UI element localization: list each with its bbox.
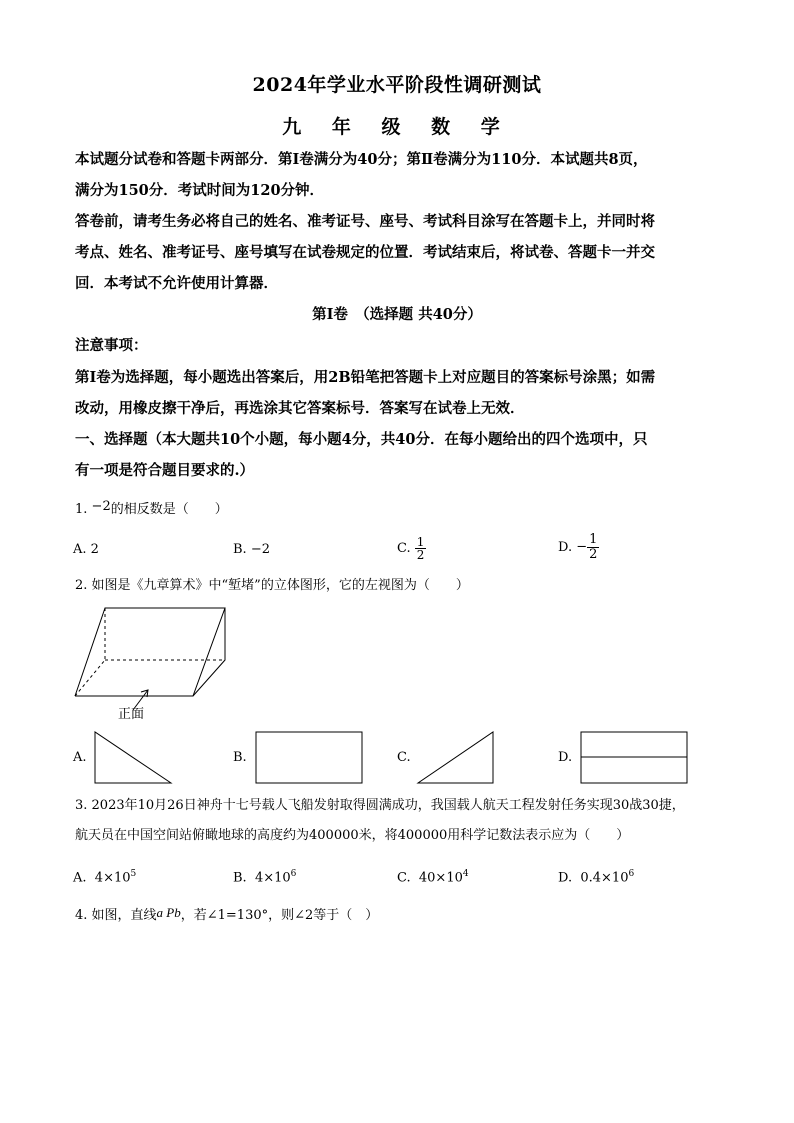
q1-option-d-denominator: 2 [589, 547, 598, 562]
q3-option-a-exponent: 5 [130, 869, 137, 879]
q1-text: 的相反数是（ ） [110, 502, 228, 517]
q1-option-b-label: B. [233, 542, 247, 557]
q3-option-d-exponent: 6 [628, 869, 635, 879]
q2-option-d-figure [581, 732, 689, 784]
q1-option-c [397, 536, 426, 561]
intro-line-4: 考点、姓名、准考证号、座号填写在试卷规定的位置．考试结束后，将试卷、答题卡一并交 [75, 244, 655, 261]
q3-option-c-label: C. [397, 870, 411, 886]
q1-option-d [558, 533, 599, 562]
q1-expression: −2 [91, 499, 111, 514]
q3-option-b-base: 4×10 [254, 870, 291, 886]
q1-option-b-value: −2 [250, 542, 270, 557]
hidden-edge-diagonal [75, 660, 105, 696]
q2-option-c-figure [418, 732, 496, 784]
qiandu-figure [70, 600, 240, 700]
q1-number: 1. [75, 502, 88, 517]
q4-prefix: 4. 如图，直线 [75, 908, 157, 923]
q3-option-b-label: B. [233, 870, 247, 886]
q2-option-c-label: C. [397, 750, 411, 765]
q1-option-d-fraction [587, 533, 599, 562]
q2-option-b-label: B. [233, 750, 247, 765]
q1-option-d-label: D. [558, 540, 573, 555]
q4-lines: a Pb [156, 905, 181, 920]
q3-option-c [397, 865, 469, 887]
intro-line-1: 本试题分试卷和答题卡两部分．第Ⅰ卷满分为40分；第Ⅱ卷满分为110分．本试题共8页， [75, 151, 648, 168]
exam-subtitle: 九 年 级 数 学 [282, 116, 512, 138]
exam-title: 2024年学业水平阶段性调研测试 [252, 74, 542, 96]
notice-line-2: 改动，用橡皮擦干净后，再选涂其它答案标号．答案写在试卷上无效． [75, 400, 525, 417]
intro-line-2: 满分为150分．考试时间为120分钟． [75, 182, 325, 199]
q1-option-a: A. 2 [73, 542, 99, 557]
q3-option-d [558, 865, 634, 887]
q1-stem [75, 501, 228, 519]
q3-option-b [233, 865, 296, 887]
q1-option-c-label: C. [397, 541, 411, 556]
q4-text: ，若∠1=130°，则∠2等于（ ） [180, 908, 379, 923]
q2-option-d-label: D. [558, 750, 573, 765]
part-line-1: 一、选择题（本大题共10个小题，每小题4分，共40分．在每小题给出的四个选项中，只 [75, 431, 648, 448]
q3-line-1: 3. 2023年10月26日神舟十七号载人飞船发射取得圆满成功，我国载人航天工程发射任务实现30战30捷， [75, 798, 685, 813]
q3-option-c-base: 40×10 [418, 870, 463, 886]
part-line-2: 有一项是符合题目要求的.） [75, 462, 255, 479]
q1-option-c-numerator: 1 [416, 535, 425, 549]
q3-option-a [73, 865, 136, 887]
q1-option-b [233, 541, 270, 559]
notice-label: 注意事项： [75, 337, 148, 354]
q3-option-d-base: 0.4×10 [580, 870, 629, 886]
q1-option-c-fraction [415, 536, 427, 561]
q3-option-d-label: D. [558, 870, 573, 886]
q2-option-a-figure [95, 732, 175, 784]
q3-option-b-exponent: 6 [290, 869, 297, 879]
section-heading: 第Ⅰ卷 （选择题 共40分） [312, 306, 482, 323]
q4-stem [75, 906, 378, 925]
front-face-outline [75, 608, 225, 696]
q3-line-2: 航天员在中国空间站俯瞰地球的高度约为400000米，将400000用科学记数法表示应为（ ） [75, 828, 630, 843]
intro-line-3: 答卷前，请考生务必将自己的姓名、准考证号、座号、考试科目涂写在答题卡上，并同时将 [75, 213, 655, 230]
front-view-label: 正面 [118, 707, 145, 722]
q2-option-b-figure [256, 732, 364, 784]
q3-option-a-base: 4×10 [94, 870, 131, 886]
q3-option-a-label: A. [73, 870, 87, 886]
intro-line-5: 回．本考试不允许使用计算器． [75, 275, 278, 292]
q1-option-d-sign: − [576, 539, 588, 555]
q2-option-a-label: A. [73, 750, 87, 765]
q1-option-c-denominator: 2 [416, 548, 425, 562]
q1-option-d-numerator: 1 [589, 532, 598, 547]
q2-stem: 2. 如图是《九章算术》中“堑堵”的立体图形，它的左视图为（ ） [75, 578, 469, 593]
notice-line-1: 第Ⅰ卷为选择题，每小题选出答案后，用2B铅笔把答题卡上对应题目的答案标号涂黑；如需 [75, 369, 656, 386]
q3-option-c-exponent: 4 [462, 869, 469, 879]
